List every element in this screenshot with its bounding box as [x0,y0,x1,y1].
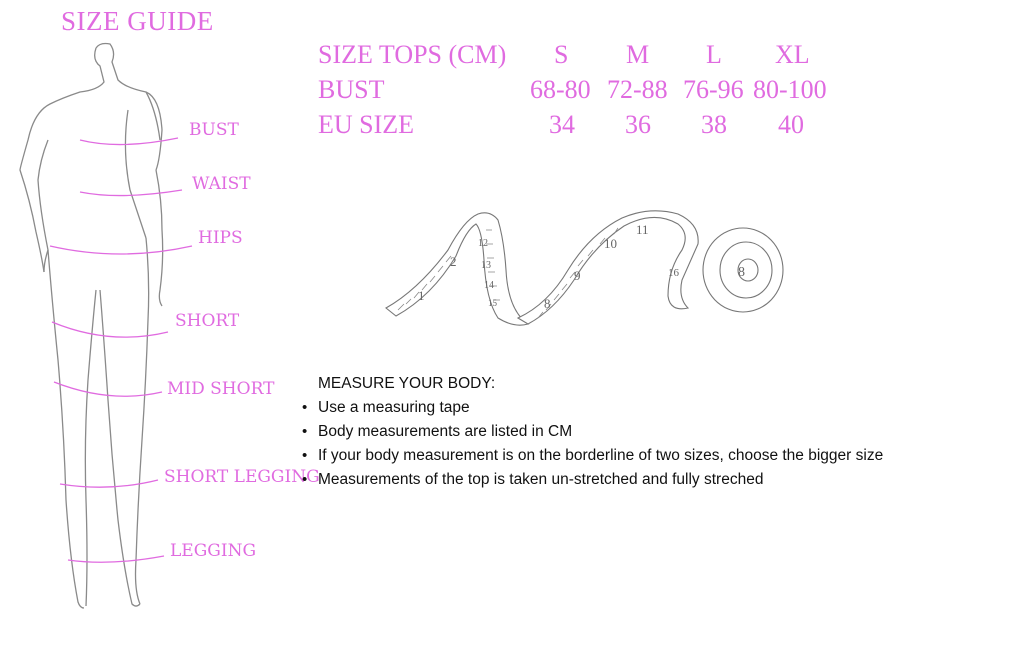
tape-number-13: 13 [481,260,491,271]
measurement-lines [50,138,192,562]
eu-value-xl: 40 [778,110,804,139]
list-item: • Body measurements are listed in CM [300,420,883,444]
bust-value-s: 68-80 [530,75,591,104]
short-label: SHORT [175,311,240,331]
list-item: • Use a measuring tape [300,396,883,420]
tape-number-15: 15 [488,298,497,308]
size-xl-header: XL [775,40,810,69]
tape-number-16: 16 [668,267,679,279]
row-label-eu-size: EU SIZE [318,110,415,139]
bust-line [80,138,178,145]
body-figure-illustration [0,0,320,666]
eu-value-m: 36 [625,110,651,139]
short-line [52,322,168,337]
tape-roll-number: 8 [738,265,745,280]
tape-number-1: 1 [418,288,425,303]
tape-number-12: 12 [478,238,488,249]
legging-label: LEGGING [170,541,257,561]
short-legging-label: SHORT LEGGING [164,467,320,487]
tape-number-14: 14 [484,280,494,291]
tape-number-10: 10 [604,236,617,251]
tape-number-9: 9 [574,268,581,283]
size-m-header: M [626,40,650,69]
size-l-header: L [706,40,722,69]
mid-short-label: MID SHORT [167,379,275,399]
measuring-tape-illustration [378,200,798,340]
list-item: • Measurements of the top is taken un-stretched and fully streched [300,468,883,492]
legging-line [68,556,164,562]
measure-instructions [300,372,883,492]
tape-number-11: 11 [636,222,649,237]
bust-value-l: 76-96 [683,75,744,104]
waist-label: WAIST [192,174,251,194]
hips-line [50,246,192,254]
eu-value-s: 34 [549,110,575,139]
eu-value-l: 38 [701,110,727,139]
body-silhouette [20,44,163,609]
tape-number-2: 2 [450,254,457,269]
page-title: SIZE GUIDE [61,6,214,36]
bust-value-m: 72-88 [607,75,668,104]
hips-label: HIPS [198,228,243,248]
size-table-header-label: SIZE TOPS (CM) [318,40,507,69]
list-item: • If your body measurement is on the borderline of two sizes, choose the bigger size [300,444,883,468]
tape-loop-1 [386,213,528,325]
row-label-bust: BUST [318,75,385,104]
bust-value-xl: 80-100 [753,75,827,104]
short-legging-line [60,480,158,487]
size-s-header: S [554,40,569,69]
instructions-heading: MEASURE YOUR BODY: [318,375,496,392]
instructions-list [300,396,883,492]
tape-number-8: 8 [544,296,551,311]
bust-label: BUST [189,120,239,140]
